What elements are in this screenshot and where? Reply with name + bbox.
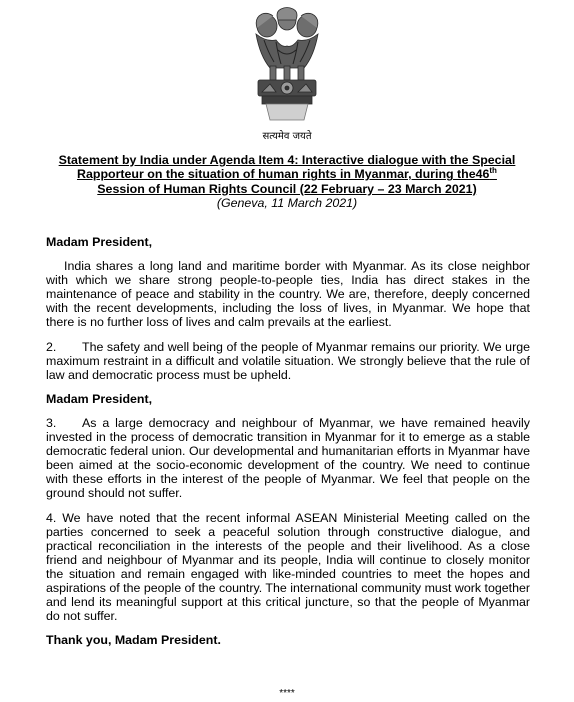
- paragraph-1: India shares a long land and maritime border with Myanmar. As its close neighbor with which we share strong people-to-people ties, India has direct stakes in the maintenance of peace and stability in the country. We are, therefore, deeply concerned with the recent developments, including the loss of lives, in Myanmar. We hope that there is no further loss of lives and calm prevails at the earliest.: [46, 259, 530, 330]
- title-superscript: th: [489, 166, 497, 176]
- paragraph-3-text: As a large democracy and neighbour of Myanmar, we have remained heavily invested in the process of democratic transition in Myanmar for it to emerge as a stable democratic federal union. Our developmental and humanitarian efforts in Myanmar have been aimed at the socio-economic development of the country. We need to continue with these efforts in the interest of the people of Myanmar. We feel that people on the ground should not suffer.: [46, 415, 530, 501]
- statement-body: [46, 235, 530, 647]
- paragraph-4: 4. We have noted that the recent informal ASEAN Ministerial Meeting called on the parties concerned to seek a peaceful solution through constructive dialogue, and practical reconciliation in the interests of the people and their livelihood. As a close friend and neighbour of Myanmar and its people, India will continue to closely monitor the situation and remain engaged with like-minded countries to meet the hopes and aspirations of the people of the country. The international community must work together and lend its meaningful support at this critical juncture, so that the people of Myanmar do not suffer.: [46, 510, 530, 624]
- closing-line: Thank you, Madam President.: [46, 633, 221, 648]
- salutation-heading-2: Madam President,: [46, 391, 153, 406]
- national-motto: सत्यमेव जयते: [262, 131, 312, 142]
- paragraph-3: [46, 416, 530, 501]
- salutation-heading: Madam President,: [46, 235, 153, 249]
- title-line-1: Statement by India under Agenda Item 4: Interactive dialogue with the Special: [58, 153, 516, 167]
- paragraph-number: 2.: [46, 339, 57, 354]
- lion-capital-emblem-icon: [248, 6, 326, 124]
- title-line-2: Rapporteur on the situation of human rights in Myanmar, during the46: [77, 167, 490, 182]
- paragraph-2: [46, 340, 530, 382]
- statement-date-location: (Geneva, 11 March 2021): [216, 196, 358, 210]
- paragraph-number: 3.: [46, 415, 57, 430]
- end-mark: ****: [279, 688, 295, 699]
- statement-title: [40, 153, 534, 196]
- paragraph-2-text: The safety and well being of the people of Myanmar remains our priority. We urge maximum restraint in a difficult and volatile situation. We strongly believe that the rule of law and democratic process must be upheld.: [46, 339, 530, 382]
- title-line-3: Session of Human Rights Council (22 February – 23 March 2021): [97, 181, 477, 196]
